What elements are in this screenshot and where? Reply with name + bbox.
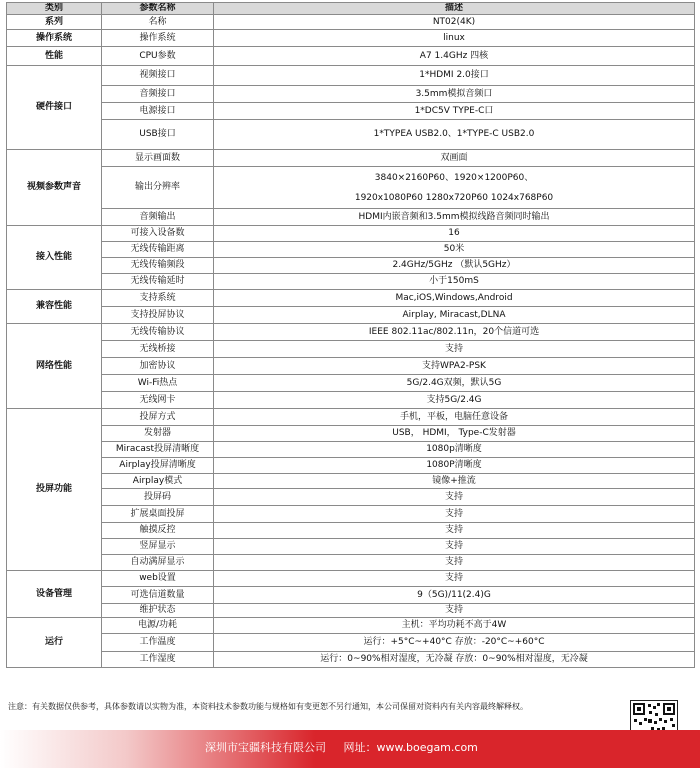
param-cell: 电源/功耗 xyxy=(102,618,214,634)
table-row xyxy=(7,103,695,120)
param-cell: 支持系统 xyxy=(102,290,214,307)
desc-cell: 支持 xyxy=(214,341,695,358)
param-cell: 无线网卡 xyxy=(102,392,214,409)
table-row xyxy=(7,30,695,47)
desc-cell: 运行：+5°C~+40°C 存放：-20°C~+60°C xyxy=(214,634,695,652)
table-row xyxy=(7,587,695,604)
table-row xyxy=(7,274,695,290)
table-row xyxy=(7,242,695,258)
table-row xyxy=(7,324,695,341)
desc-cell: 支持 xyxy=(214,506,695,523)
desc-cell xyxy=(214,167,695,209)
param-cell: 无线桥接 xyxy=(102,341,214,358)
desc-cell: 支持 xyxy=(214,539,695,555)
param-cell: Airplay投屏清晰度 xyxy=(102,458,214,474)
param-cell: 自动满屏显示 xyxy=(102,555,214,571)
desc-cell: 1*DC5V TYPE-C口 xyxy=(214,103,695,120)
desc-cell: 支持 xyxy=(214,489,695,506)
table-row xyxy=(7,555,695,571)
table-row xyxy=(7,652,695,668)
category-cell: 网络性能 xyxy=(7,324,102,409)
desc-cell: 支持5G/2.4G xyxy=(214,392,695,409)
table-row xyxy=(7,458,695,474)
param-cell: 无线传输距离 xyxy=(102,242,214,258)
param-cell: CPU参数 xyxy=(102,47,214,66)
desc-cell: 1*TYPEA USB2.0、1*TYPE-C USB2.0 xyxy=(214,120,695,150)
desc-line: 3840×2160P60、1920×1200P60、 xyxy=(374,172,534,183)
param-cell: 发射器 xyxy=(102,426,214,442)
param-cell: 加密协议 xyxy=(102,358,214,375)
desc-cell: IEEE 802.11ac/802.11n，20个信道可选 xyxy=(214,324,695,341)
param-cell: 可选信道数量 xyxy=(102,587,214,604)
param-cell: 无线传输延时 xyxy=(102,274,214,290)
table-row xyxy=(7,618,695,634)
footer-banner-text xyxy=(205,739,565,755)
desc-cell: 支持 xyxy=(214,604,695,618)
table-row xyxy=(7,341,695,358)
param-cell: 音频接口 xyxy=(102,86,214,103)
desc-cell: 支持 xyxy=(214,555,695,571)
param-cell: Airplay模式 xyxy=(102,474,214,489)
table-row xyxy=(7,409,695,426)
table-row xyxy=(7,120,695,150)
param-cell: 投屏码 xyxy=(102,489,214,506)
desc-cell: 5G/2.4G双频，默认5G xyxy=(214,375,695,392)
param-cell: 工作温度 xyxy=(102,634,214,652)
desc-cell: 9（5G)/11(2.4)G xyxy=(214,587,695,604)
desc-cell: Mac,iOS,Windows,Android xyxy=(214,290,695,307)
param-cell: 触摸反控 xyxy=(102,523,214,539)
table-row xyxy=(7,47,695,66)
param-cell: 电源接口 xyxy=(102,103,214,120)
category-cell: 操作系统 xyxy=(7,30,102,47)
table-row xyxy=(7,571,695,587)
param-cell: 扩展桌面投屏 xyxy=(102,506,214,523)
table-row xyxy=(7,523,695,539)
param-cell: 输出分辨率 xyxy=(102,167,214,209)
desc-cell: HDMI内嵌音频和3.5mm模拟线路音频同时输出 xyxy=(214,209,695,226)
table-row xyxy=(7,539,695,555)
table-row xyxy=(7,442,695,458)
company-name: 深圳市宝疆科技有限公司 xyxy=(205,741,326,754)
category-cell: 性能 xyxy=(7,47,102,66)
param-cell: 竖屏显示 xyxy=(102,539,214,555)
table-header-row xyxy=(7,3,695,15)
table-row xyxy=(7,489,695,506)
desc-cell: 3.5mm模拟音频口 xyxy=(214,86,695,103)
table-row xyxy=(7,15,695,30)
table-row xyxy=(7,290,695,307)
param-cell: 维护状态 xyxy=(102,604,214,618)
desc-cell: NT02(4K) xyxy=(214,15,695,30)
param-cell: 显示画面数 xyxy=(102,150,214,167)
table-row xyxy=(7,209,695,226)
param-cell: 投屏方式 xyxy=(102,409,214,426)
table-row xyxy=(7,506,695,523)
header-category: 类别 xyxy=(7,3,102,15)
table-row xyxy=(7,307,695,324)
category-cell: 运行 xyxy=(7,618,102,668)
param-cell: 支持投屏协议 xyxy=(102,307,214,324)
spec-table xyxy=(6,2,695,668)
category-cell: 视频参数声音 xyxy=(7,150,102,226)
desc-cell: 2.4GHz/5GHz （默认5GHz） xyxy=(214,258,695,274)
param-cell: Miracast投屏清晰度 xyxy=(102,442,214,458)
category-cell: 兼容性能 xyxy=(7,290,102,324)
category-cell: 系列 xyxy=(7,15,102,30)
table-row xyxy=(7,392,695,409)
table-row xyxy=(7,358,695,375)
desc-cell: linux xyxy=(214,30,695,47)
category-cell: 硬件接口 xyxy=(7,66,102,150)
table-row xyxy=(7,634,695,652)
website-link[interactable]: www.boegam.com xyxy=(376,741,478,754)
desc-cell: 1*HDMI 2.0接口 xyxy=(214,66,695,86)
param-cell: 视频接口 xyxy=(102,66,214,86)
header-param: 参数名称 xyxy=(102,3,214,15)
desc-cell: 1080p清晰度 xyxy=(214,442,695,458)
category-cell: 接入性能 xyxy=(7,226,102,290)
param-cell: 可接入设备数 xyxy=(102,226,214,242)
table-row xyxy=(7,86,695,103)
desc-cell: 16 xyxy=(214,226,695,242)
website-label: 网址： xyxy=(343,741,377,754)
desc-cell: Airplay, Miracast,DLNA xyxy=(214,307,695,324)
param-cell: 无线传输协议 xyxy=(102,324,214,341)
desc-line: 1920x1080P60 1280x720P60 1024x768P60 xyxy=(354,192,554,203)
desc-cell: 主机：平均功耗不高于4W xyxy=(214,618,695,634)
desc-cell: 1080P清晰度 xyxy=(214,458,695,474)
param-cell: 操作系统 xyxy=(102,30,214,47)
param-cell: 无线传输频段 xyxy=(102,258,214,274)
disclaimer-note: 注意：有关数据仅供参考，具体参数请以实物为准，本资料技术参数功能与规格如有变更恕不另行通知，本公司保留对资料内有关内容最终解释权。 xyxy=(8,702,528,711)
desc-cell: 50米 xyxy=(214,242,695,258)
desc-cell: 支持 xyxy=(214,523,695,539)
param-cell: 音频输出 xyxy=(102,209,214,226)
param-cell: USB接口 xyxy=(102,120,214,150)
desc-cell: A7 1.4GHz 四核 xyxy=(214,47,695,66)
desc-cell: 小于150mS xyxy=(214,274,695,290)
category-cell: 设备管理 xyxy=(7,571,102,618)
table-row xyxy=(7,150,695,167)
header-desc: 描述 xyxy=(214,3,695,15)
desc-cell: USB， HDMI， Type-C发射器 xyxy=(214,426,695,442)
desc-cell: 支持 xyxy=(214,571,695,587)
table-row xyxy=(7,426,695,442)
param-cell: web设置 xyxy=(102,571,214,587)
table-row xyxy=(7,474,695,489)
param-cell: Wi-Fi热点 xyxy=(102,375,214,392)
table-row xyxy=(7,66,695,86)
table-row xyxy=(7,226,695,242)
table-row xyxy=(7,167,695,209)
table-row xyxy=(7,258,695,274)
desc-cell: 手机，平板，电脑任意设备 xyxy=(214,409,695,426)
table-row xyxy=(7,604,695,618)
param-cell: 名称 xyxy=(102,15,214,30)
table-row xyxy=(7,375,695,392)
desc-cell: 支持WPA2-PSK xyxy=(214,358,695,375)
desc-cell: 镜像+推流 xyxy=(214,474,695,489)
param-cell: 工作湿度 xyxy=(102,652,214,668)
desc-cell: 运行：0~90%相对湿度，无冷凝 存放：0~90%相对湿度，无冷凝 xyxy=(214,652,695,668)
category-cell: 投屏功能 xyxy=(7,409,102,571)
desc-cell: 双画面 xyxy=(214,150,695,167)
